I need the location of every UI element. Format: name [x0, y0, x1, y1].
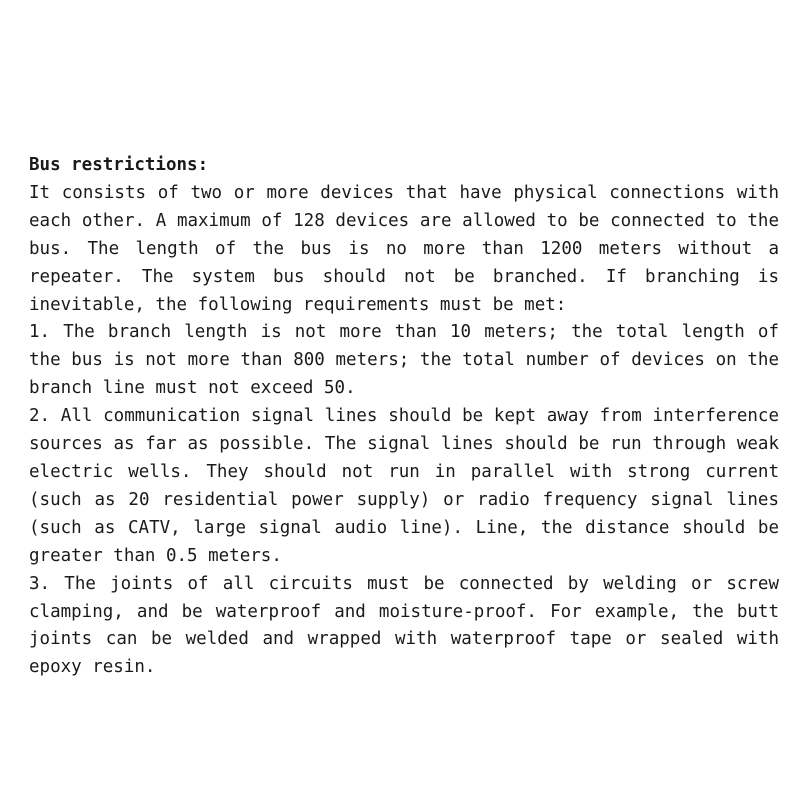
- document-body: [29, 152, 779, 682]
- requirement-item-1: 1. The branch length is not more than 10 meters; the total length of the bus is not more than 800 meters; the total number of devices on the branch line must not exceed 50.: [29, 322, 779, 399]
- requirement-item-2: 2. All communication signal lines should be kept away from interference sources as far as possible. The signal lines should be run through weak electric wells. They should not run in parallel with strong current (such as 20 residential power supply) or radio frequency signal lines (such as CATV, large signal audio line). Line, the distance should be greater than 0.5 meters.: [29, 406, 779, 566]
- intro-paragraph: It consists of two or more devices that have physical connections with each other. A maximum of 128 devices are allowed to be connected to the bus. The length of the bus is no more than 1200 meters without a repeater. The system bus should not be branched. If branching is inevitable, the following requirements must be met:: [29, 182, 779, 315]
- requirement-item-3: 3. The joints of all circuits must be connected by welding or screw clamping, and be waterproof and moisture-proof. For example, the butt joints can be welded and wrapped with waterproof tape or sealed with epoxy resin.: [29, 573, 779, 678]
- section-heading: Bus restrictions:: [29, 155, 209, 175]
